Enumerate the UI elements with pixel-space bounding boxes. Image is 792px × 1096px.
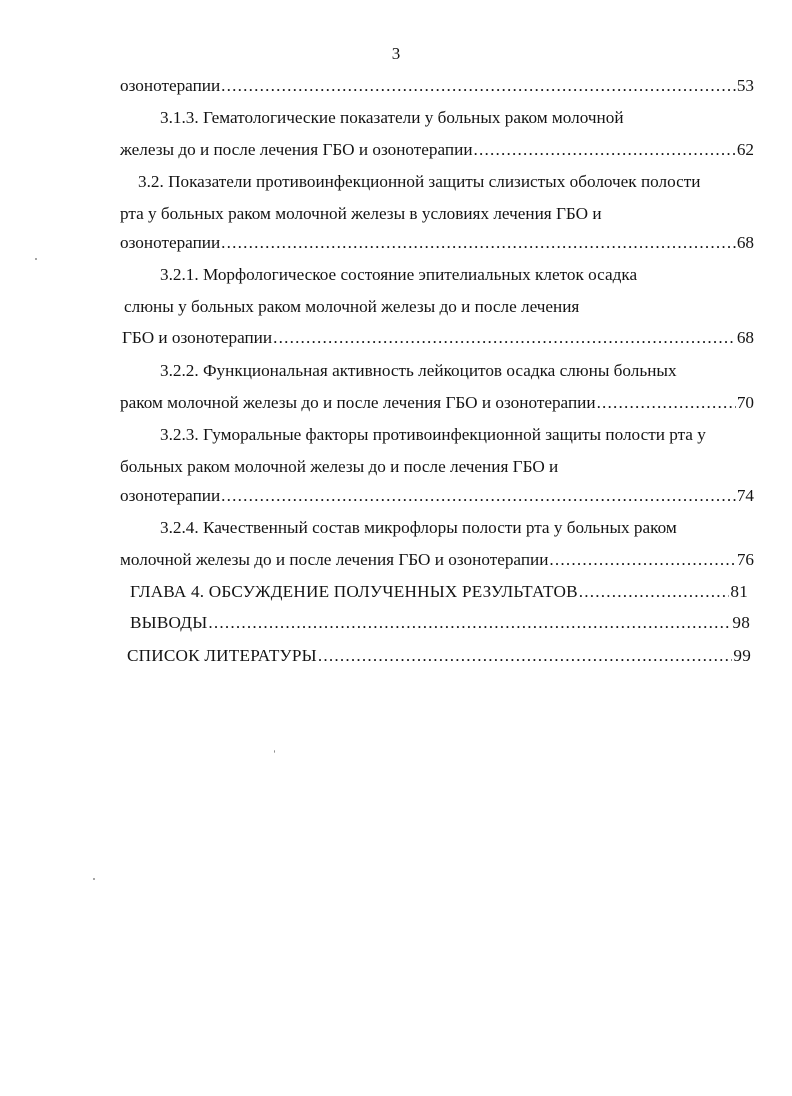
toc-entry-321-line2: слюны у больных раком молочной железы до и после лечения [124, 297, 580, 316]
toc-entry-321-line1: 3.2.1. Морфологическое состояние эпителиальных клеток осадка [160, 265, 638, 284]
toc-entry-page: 68 [736, 233, 754, 252]
toc-references[interactable] [127, 645, 751, 667]
toc-leader [221, 75, 736, 97]
toc-entry-text: озонотерапии [120, 486, 221, 505]
toc-leader [208, 612, 731, 634]
scan-speck [35, 258, 37, 260]
toc-entry-322-line1: 3.2.2. Функциональная активность лейкоцитов осадка слюны больных [160, 361, 677, 380]
toc-entry-text: железы до и после лечения ГБО и озонотерапии [120, 140, 473, 159]
toc-entry-text: СПИСОК ЛИТЕРАТУРЫ [127, 646, 317, 665]
toc-entry-page: 76 [736, 550, 754, 569]
toc-entry-text: озонотерапии [120, 76, 221, 95]
toc-entry-322[interactable] [120, 392, 754, 414]
toc-entry-313[interactable] [120, 139, 754, 161]
toc-leader [221, 232, 736, 254]
toc-leader [549, 549, 735, 571]
toc-entry-324[interactable] [120, 549, 754, 571]
toc-conclusions[interactable] [130, 612, 750, 634]
toc-entry-page: 53 [736, 76, 754, 95]
toc-entry-cont[interactable] [120, 75, 754, 97]
toc-entry-page: 62 [736, 140, 754, 159]
scan-speck [93, 878, 95, 880]
toc-entry-313-line1: 3.1.3. Гематологические показатели у больных раком молочной [160, 108, 624, 127]
page-number: 3 [391, 44, 401, 63]
toc-leader [221, 485, 736, 507]
toc-entry-text: ГЛАВА 4. ОБСУЖДЕНИЕ ПОЛУЧЕННЫХ РЕЗУЛЬТАТОВ [130, 582, 578, 601]
toc-entry-text: ВЫВОДЫ [130, 613, 208, 632]
toc-entry-text: молочной железы до и после лечения ГБО и озонотерапии [120, 550, 549, 569]
toc-leader [579, 581, 730, 603]
toc-chapter-4[interactable] [130, 581, 748, 603]
scan-speck [274, 750, 275, 753]
toc-entry-321[interactable] [122, 327, 754, 349]
toc-entry-32[interactable] [120, 232, 754, 254]
toc-entry-323[interactable] [120, 485, 754, 507]
toc-entry-page: 81 [730, 582, 748, 601]
toc-leader [597, 392, 736, 414]
toc-entry-page: 99 [733, 646, 751, 665]
toc-entry-text: озонотерапии [120, 233, 221, 252]
toc-leader [474, 139, 736, 161]
toc-entry-32-line2: рта у больных раком молочной железы в условиях лечения ГБО и [120, 204, 602, 223]
toc-entry-324-line1: 3.2.4. Качественный состав микрофлоры полости рта у больных раком [160, 518, 677, 537]
toc-entry-323-line2: больных раком молочной железы до и после лечения ГБО и [120, 457, 559, 476]
toc-entry-32-line1: 3.2. Показатели противоинфекционной защиты слизистых оболочек полости [138, 172, 701, 191]
toc-entry-page: 74 [736, 486, 754, 505]
toc-leader [318, 645, 733, 667]
toc-entry-text: раком молочной железы до и после лечения ГБО и озонотерапии [120, 393, 596, 412]
toc-leader [273, 327, 736, 349]
toc-entry-text: ГБО и озонотерапии [122, 328, 273, 347]
toc-entry-page: 70 [736, 393, 754, 412]
toc-entry-page: 98 [732, 613, 750, 632]
toc-entry-323-line1: 3.2.3. Гуморальные факторы противоинфекционной защиты полости рта у [160, 425, 706, 444]
toc-entry-page: 68 [736, 328, 754, 347]
